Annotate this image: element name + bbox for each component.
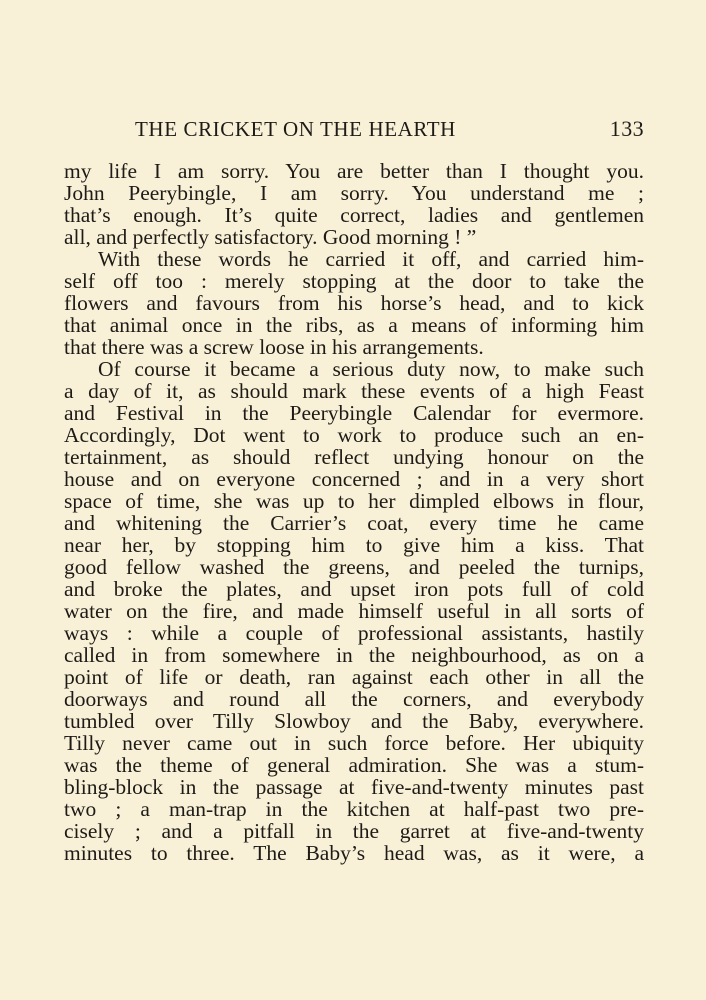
- text-line: doorways and round all the corners, and everybody: [64, 687, 644, 711]
- text-line: house and on everyone concerned ; and in a very short: [64, 467, 644, 491]
- text-line: minutes to three. The Baby’s head was, as it were, a: [64, 841, 644, 865]
- running-header: [135, 116, 644, 142]
- text-line: good fellow washed the greens, and peeled the turnips,: [64, 555, 644, 579]
- text-line: was the theme of general admiration. She was a stum-: [64, 753, 644, 777]
- text-line: near her, by stopping him to give him a kiss. That: [64, 533, 644, 557]
- text-line: Tilly never came out in such force before. Her ubiquity: [64, 731, 644, 755]
- text-line: a day of it, as should mark these events of a high Feast: [64, 379, 644, 403]
- text-line: that’s enough. It’s quite correct, ladies and gentlemen: [64, 203, 644, 227]
- text-line: and Festival in the Peerybingle Calendar for evermore.: [64, 401, 644, 425]
- text-line: water on the fire, and made himself useful in all sorts of: [64, 599, 644, 623]
- text-line: tumbled over Tilly Slowboy and the Baby, everywhere.: [64, 709, 644, 733]
- text-line: my life I am sorry. You are better than I thought you.: [64, 159, 644, 183]
- text-line: that animal once in the ribs, as a means of informing him: [64, 313, 644, 337]
- text-line: Of course it became a serious duty now, to make such: [98, 357, 644, 381]
- text-line: called in from somewhere in the neighbourhood, as on a: [64, 643, 644, 667]
- text-line: all, and perfectly satisfactory. Good morning ! ”: [64, 225, 477, 249]
- text-line: self off too : merely stopping at the door to take the: [64, 269, 644, 293]
- text-line: tertainment, as should reflect undying honour on the: [64, 445, 644, 469]
- text-line: bling-block in the passage at five-and-twenty minutes past: [64, 775, 644, 799]
- text-line: that there was a screw loose in his arrangements.: [64, 335, 484, 359]
- running-title: THE CRICKET ON THE HEARTH: [135, 117, 456, 141]
- text-line: Accordingly, Dot went to work to produce such an en-: [64, 423, 644, 447]
- text-line: and whitening the Carrier’s coat, every time he came: [64, 511, 644, 535]
- text-line: two ; a man-trap in the kitchen at half-past two pre-: [64, 797, 644, 821]
- text-line: flowers and favours from his horse’s head, and to kick: [64, 291, 644, 315]
- text-line: With these words he carried it off, and carried him-: [98, 247, 644, 271]
- text-line: John Peerybingle, I am sorry. You understand me ;: [64, 181, 644, 205]
- text-line: cisely ; and a pitfall in the garret at five-and-twenty: [64, 819, 644, 843]
- text-line: point of life or death, ran against each other in all the: [64, 665, 644, 689]
- text-line: and broke the plates, and upset iron pots full of cold: [64, 577, 644, 601]
- page-number: 133: [609, 116, 644, 141]
- body-text: [64, 160, 644, 864]
- text-line: ways : while a couple of professional assistants, hastily: [64, 621, 644, 645]
- text-line: space of time, she was up to her dimpled elbows in flour,: [64, 489, 644, 513]
